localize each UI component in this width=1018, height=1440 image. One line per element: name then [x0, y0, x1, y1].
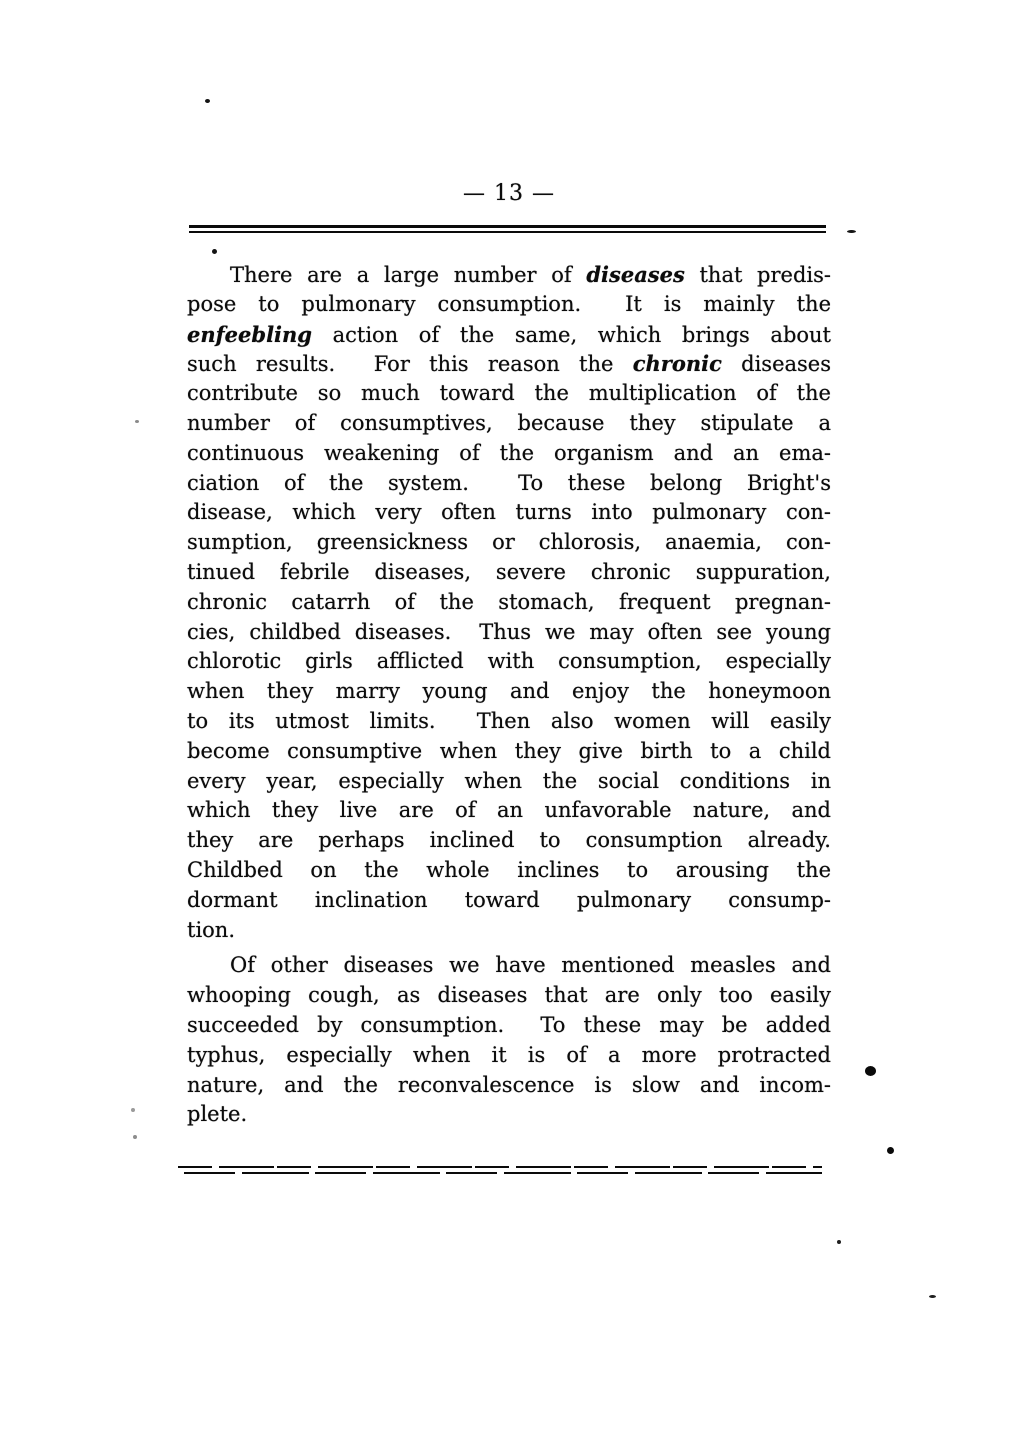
- text-segment: tion.: [187, 917, 235, 942]
- text-line: [187, 856, 831, 886]
- text-segment: which they live are of an unfavorable nature, and: [187, 798, 831, 823]
- text-line: [187, 409, 831, 439]
- text-line: [187, 677, 831, 707]
- text-line: [187, 618, 831, 648]
- text-line: [187, 767, 831, 797]
- scan-speck: [837, 1240, 841, 1244]
- text-line: [187, 498, 831, 528]
- text-segment: such results. For this reason the: [187, 352, 633, 377]
- text-segment: pose to pulmonary consumption. It is mainly the: [187, 291, 831, 316]
- text-line: [187, 1011, 831, 1041]
- text-line: [187, 588, 831, 618]
- paragraph: [187, 951, 831, 1130]
- text-segment: Of other diseases we have mentioned measles and: [230, 953, 831, 978]
- text-line: [187, 1071, 831, 1101]
- bottom-divider-rule: [178, 1166, 822, 1176]
- paragraph: [187, 260, 831, 945]
- text-segment: There are a large number of: [230, 263, 587, 287]
- text-segment: they are perhaps inclined to consumption already.: [187, 828, 831, 853]
- text-block: [187, 260, 831, 1130]
- text-segment: chronic catarrh of the stomach, frequent pregnan-: [187, 589, 831, 614]
- text-segment: succeeded by consumption. To these may be added: [187, 1012, 831, 1037]
- bottom-divider-line-upper: [178, 1166, 822, 1168]
- text-segment: plete.: [187, 1102, 248, 1127]
- text-segment: number of consumptives, because they stipulate a: [187, 410, 831, 435]
- text-line: [187, 647, 831, 677]
- text-segment: when they marry young and enjoy the honeymoon: [187, 679, 831, 704]
- page-number: — 13 —: [463, 181, 555, 206]
- text-line: [187, 916, 831, 946]
- text-segment: action of the same, which brings about: [311, 322, 831, 347]
- text-line: [187, 796, 831, 826]
- text-segment: typhus, especially when it is of a more protracted: [187, 1042, 831, 1067]
- text-segment: disease, which very often turns into pulmonary con-: [187, 500, 831, 525]
- text-line: [187, 707, 831, 737]
- text-line: [187, 260, 831, 290]
- text-line: [187, 1100, 831, 1130]
- emphasized-word: diseases: [586, 262, 685, 287]
- text-segment: tinued febrile diseases, severe chronic suppuration,: [187, 559, 831, 584]
- text-segment: become consumptive when they give birth to a child: [187, 738, 831, 763]
- text-segment: continuous weakening of the organism and an ema-: [187, 440, 831, 465]
- text-segment: whooping cough, as diseases that are only too easily: [187, 983, 831, 1008]
- scan-speck: [133, 1135, 137, 1139]
- text-line: [187, 290, 831, 320]
- emphasized-word: chronic: [632, 351, 722, 377]
- text-line: [187, 981, 831, 1011]
- text-line: [187, 439, 831, 469]
- scan-speck: [135, 420, 139, 423]
- text-segment: nature, and the reconvalescence is slow and incom-: [187, 1072, 831, 1097]
- text-segment: every year, especially when the social conditions in: [187, 768, 831, 793]
- text-segment: sumption, greensickness or chlorosis, anaemia, con-: [187, 530, 831, 555]
- scan-speck: [131, 1108, 135, 1112]
- text-line: [187, 951, 831, 981]
- text-segment: ciation of the system. To these belong Bright's: [187, 470, 831, 495]
- text-line: [187, 379, 831, 409]
- text-segment: chlorotic girls afflicted with consumption, especially: [187, 649, 831, 674]
- text-line: [187, 558, 831, 588]
- emphasized-word: enfeebling: [187, 321, 312, 347]
- text-line: [187, 528, 831, 558]
- scan-speck: [865, 1066, 876, 1076]
- text-line: [187, 886, 831, 916]
- text-segment: Childbed on the whole inclines to arousing the: [187, 857, 831, 882]
- text-line: [187, 469, 831, 499]
- text-segment: contribute so much toward the multiplication of the: [187, 381, 831, 406]
- text-segment: that predis-: [684, 263, 831, 287]
- scan-speck: [212, 249, 217, 254]
- top-divider-rule: [189, 225, 826, 233]
- text-line: [187, 320, 831, 350]
- text-line: [187, 349, 831, 379]
- text-line: [187, 826, 831, 856]
- text-segment: to its utmost limits. Then also women will easily: [187, 708, 831, 733]
- text-segment: cies, childbed diseases. Thus we may often see young: [187, 619, 831, 644]
- scan-speck: [205, 99, 210, 103]
- text-line: [187, 737, 831, 767]
- bottom-divider-line-lower: [178, 1172, 822, 1174]
- text-segment: diseases: [721, 352, 832, 377]
- scan-speck: [929, 1295, 936, 1298]
- scan-speck: [887, 1147, 894, 1154]
- text-line: [187, 1041, 831, 1071]
- scan-speck: [847, 230, 856, 233]
- text-segment: dormant inclination toward pulmonary consump-: [187, 887, 831, 912]
